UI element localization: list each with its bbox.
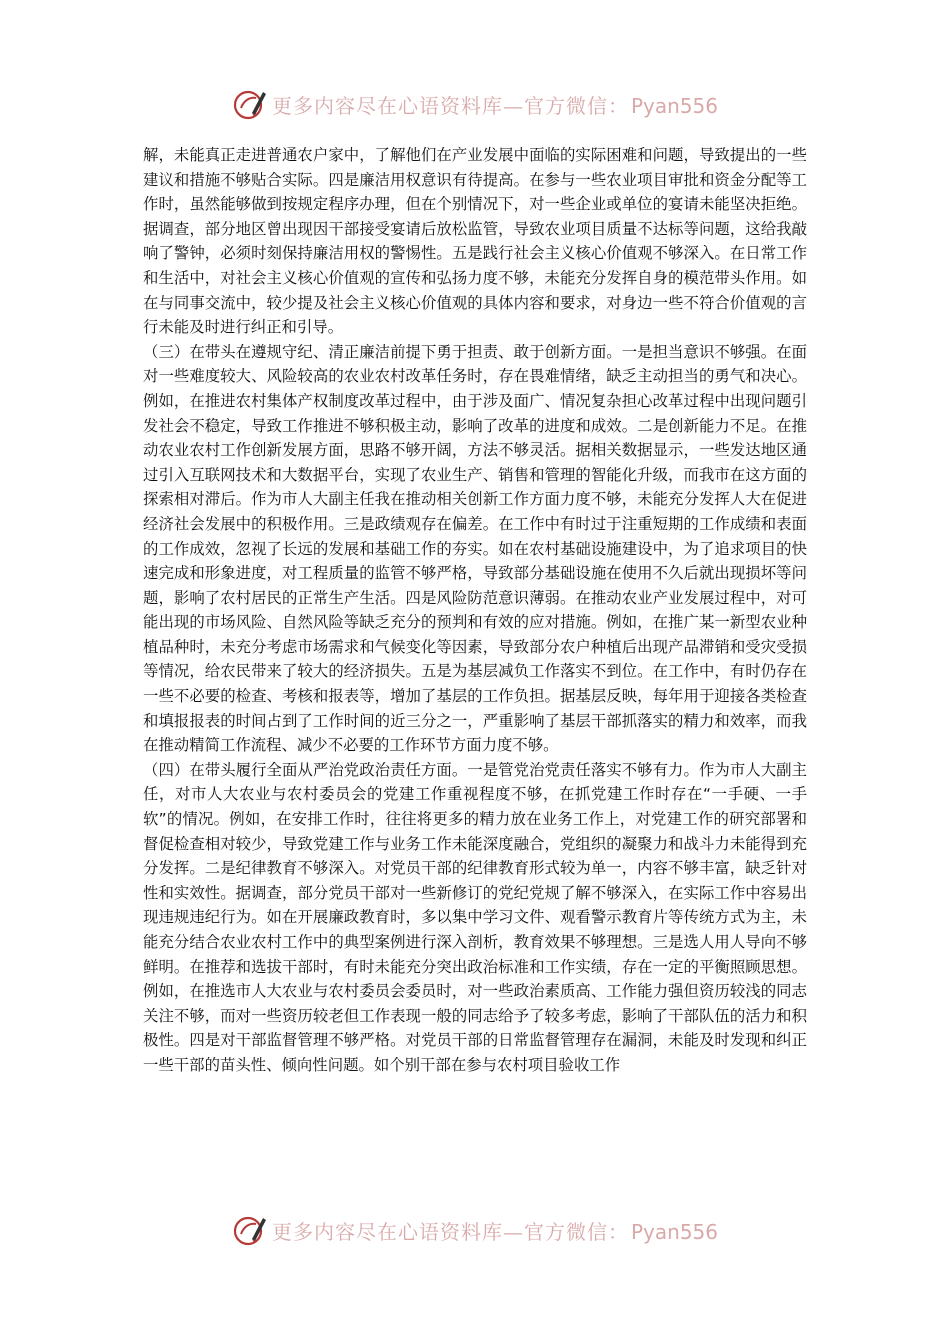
watermark-brand: Pyan556 [630,93,718,118]
paragraph-section-3: （三）在带头在遵规守纪、清正廉洁前提下勇于担责、敢于创新方面。一是担当意识不够强。在面对一些难度较大、风险较高的农业农村改革任务时，存在畏难情绪，缺乏主动担当的勇气和决心。例如，在推进农村集体产权制度改革过程中，由于涉及面广、情况复杂担心改革过程中出现问题引发社会不稳定，导致工作推进不够积极主动，影响了改革的进度和成效。二是创新能力不足。在推动农业农村工作创新发展方面，思路不够开阔，方法不够灵活。据相关数据显示，一些发达地区通过引入互联网技术和大数据平台，实现了农业生产、销售和管理的智能化升级，而我市在这方面的探索相对滞后。作为市人大副主任我在推动相关创新工作方面力度不够，未能充分发挥人大在促进经济社会发展中的积极作用。三是政绩观存在偏差。在工作中有时过于注重短期的工作成绩和表面的工作成效，忽视了长远的发展和基础工作的夯实。如在农村基础设施建设中，为了追求项目的快速完成和形象进度，对工程质量的监管不够严格，导致部分基础设施在使用不久后就出现损坏等问题，影响了农村居民的正常生产生活。四是风险防范意识薄弱。在推动农业产业发展过程中，对可能出现的市场风险、自然风险等缺乏充分的预判和有效的应对措施。例如，在推广某一新型农业种植品种时，未充分考虑市场需求和气候变化等因素，导致部分农户种植后出现产品滞销和受灾受损等情况，给农民带来了较大的经济损失。五是为基层减负工作落实不到位。在工作中，有时仍存在一些不必要的检查、考核和报表等，增加了基层的工作负担。据基层反映，每年用于迎接各类检查和填报报表的时间占到了工作时间的近三分之一，严重影响了基层干部抓落实的精力和效率，而我在推动精简工作流程、减少不必要的工作环节方面力度不够。 [143,342,807,755]
watermark-text: 更多内容尽在心语资料库—官方微信： Pyan556 [271,93,718,118]
watermark-header [0,84,950,124]
paragraph-section-4: （四）在带头履行全面从严治党政治责任方面。一是管党治党责任落实不够有力。作为市人大副主任，对市人大农业与农村委员会的党建工作重视程度不够，在抓党建工作时存在“一手硬、一手软”的情况。例如，在安排工作时，往往将更多的精力放在业务工作上，对党建工作的研究部署和督促检查相对较少，导致党建工作与业务工作未能深度融合，党组织的凝聚力和战斗力未能得到充分发挥。二是纪律教育不够深入。对党员干部的纪律教育形式较为单一，内容不够丰富，缺乏针对性和实效性。据调查，部分党员干部对一些新修订的党纪党规了解不够深入，在实际工作中容易出现违规违纪行为。如在开展廉政教育时，多以集中学习文件、观看警示教育片等传统方式为主，未能充分结合农业农村工作中的典型案例进行深入剖析，教育效果不够理想。三是选人用人导向不够鲜明。在推荐和选拔干部时，有时未能充分突出政治标准和工作实绩，存在一定的平衡照顾思想。例如，在推选市人大农业与农村委员会委员时，对一些政治素质高、工作能力强但资历较浅的同志关注不够，而对一些资历较老但工作表现一般的同志给予了较多考虑，影响了干部队伍的活力和积极性。四是对干部监督管理不够严格。对党员干部的日常监督管理存在漏洞，未能及时发现和纠正一些干部的苗头性、倾向性问题。如个别干部在参与农村项目验收工作 [143,760,807,1074]
document-body [143,143,807,1193]
pen-logo-icon [232,86,268,122]
paragraph-continuation: 解，未能真正走进普通农户家中，了解他们在产业发展中面临的实际困难和问题，导致提出的一些建议和措施不够贴合实际。四是廉洁用权意识有待提高。在参与一些农业项目审批和资金分配等工作时，虽然能够做到按规定程序办理，但在个别情况下，对一些企业或单位的宴请未能坚决拒绝。据调查，部分地区曾出现因干部接受宴请后放松监管，导致农业项目质量不达标等问题，这给我敲响了警钟，必须时刻保持廉洁用权的警惕性。五是践行社会主义核心价值观不够深入。在日常工作和生活中，对社会主义核心价值观的宣传和弘扬力度不够，未能充分发挥自身的模范带头作用。如在与同事交流中，较少提及社会主义核心价值观的具体内容和要求，对身边一些不符合价值观的言行未能及时进行纠正和引导。 [143,146,807,337]
watermark-brand: Pyan556 [630,1219,718,1244]
pen-logo-icon [232,1212,268,1248]
watermark-text: 更多内容尽在心语资料库—官方微信： Pyan556 [271,1219,718,1244]
watermark-footer [0,1210,950,1250]
